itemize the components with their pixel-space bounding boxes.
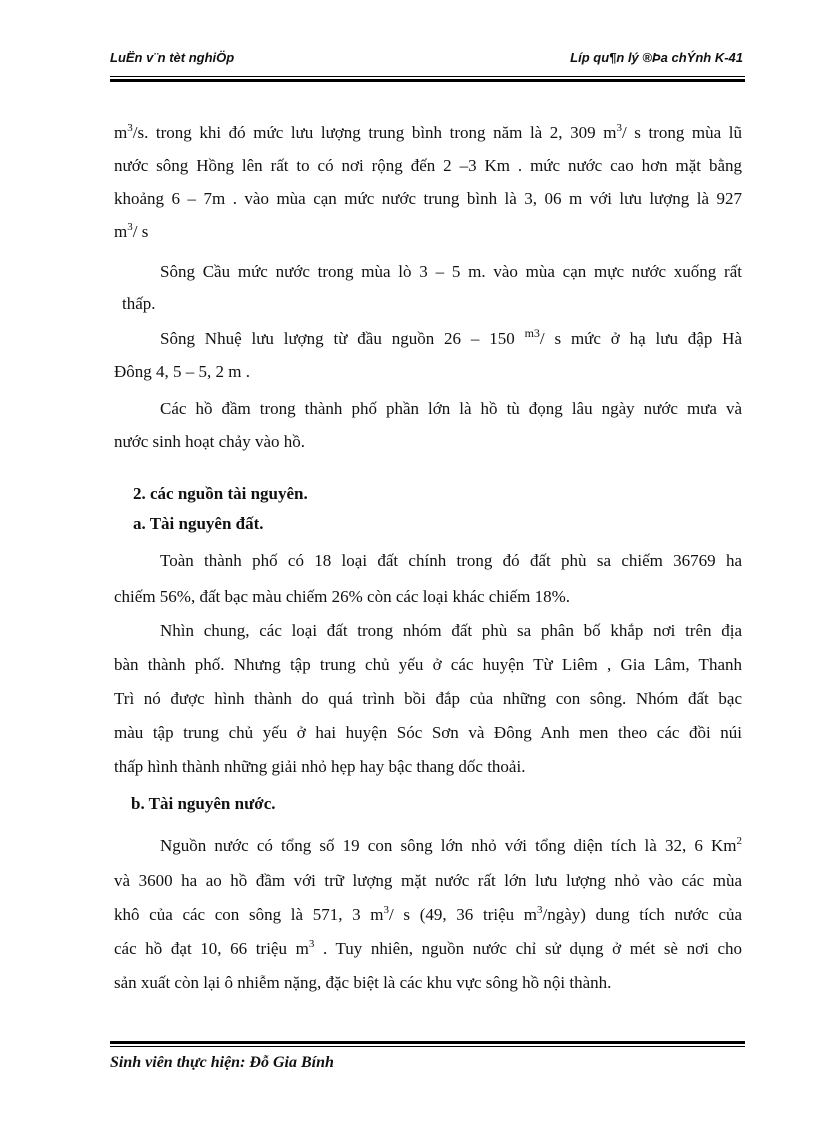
subsection-heading: a. Tài nguyên đất. [133, 514, 264, 533]
section-heading: 2. các nguồn tài nguyên. [133, 484, 308, 503]
page-header [110, 50, 745, 72]
body-line: $m^3/s$. trong khi đó mức lưu lượng trung bình trong năm là 2, 309 $m^3/$ s trong mùa lũ [114, 122, 743, 142]
body-line: thấp hình thành những giải nhỏ hẹp hay bậc thang dốc thoải. [114, 757, 526, 776]
body-line: Nguồn nước có tổng số 19 con sông lớn nhỏ với tổng diện tích là 32, 6 Km$^2$ [160, 835, 742, 855]
header-thesis-title: LuËn v¨n tèt nghiÖp [110, 50, 235, 65]
body-line: Trì nó được hình thành do quá trình bồi đắp của những con sông. Nhóm đất bạc [114, 689, 742, 708]
body-line: Sông Nhuệ lưu lượng từ đầu nguồn 26 – 150 $^{m3}$/ s mức ở hạ lưu đập Hà [160, 326, 742, 348]
header-class-title: Líp qu¶n lý ®Þa chÝnh K-41 [570, 50, 743, 65]
footer-rule-thin [110, 1046, 745, 1047]
body-line: nước sinh hoạt chảy vào hồ. [114, 432, 305, 451]
body-line: $m^3/$ s [114, 221, 149, 241]
body-line: Toàn thành phố có 18 loại đất chính trong đó đất phù sa chiếm 36769 ha [160, 551, 742, 570]
body-line: khoảng 6 – 7m . vào mùa cạn mức nước trung bình là 3, 06 m với lưu lượng là 927 [114, 189, 742, 208]
header-rule-thin [110, 76, 745, 77]
footer-rule-thick [110, 1041, 745, 1044]
body-line: Sông Cầu mức nước trong mùa lò 3 – 5 m. vào mùa cạn mực nước xuống rất [160, 262, 742, 281]
body-line: bàn thành phố. Nhưng tập trung chủ yếu ở các huyện Từ Liêm , Gia Lâm, Thanh [114, 655, 742, 674]
header-rule-thick [110, 79, 745, 82]
body-line: khô của các con sông là 571, 3 $m^3/$ s (49, 36 triệu $m^3/ngày$) dung tích nước của [114, 904, 742, 924]
subsection-heading: b. Tài nguyên nước. [131, 794, 276, 813]
body-line: và 3600 ha ao hồ đầm với trữ lượng mặt nước rất lớn lưu lượng nhỏ vào các mùa [114, 871, 742, 890]
body-line: màu tập trung chủ yếu ở hai huyện Sóc Sơn và Đông Anh men theo các đồi núi [114, 723, 742, 742]
footer-author: Sinh viên thực hiện: Đỗ Gia Bính [110, 1054, 334, 1071]
body-line: Nhìn chung, các loại đất trong nhóm đất phù sa phân bố khắp nơi trên địa [160, 621, 742, 640]
body-line: chiếm 56%, đất bạc màu chiếm 26% còn các loại khác chiếm 18%. [114, 587, 570, 606]
body-line: nước sông Hồng lên rất to có nơi rộng đến 2 –3 Km . mức nước cao hơn mặt bằng [114, 156, 742, 175]
body-line: sản xuất còn lại ô nhiễm nặng, đặc biệt là các khu vực sông hồ nội thành. [114, 973, 612, 992]
body-line: các hồ đạt 10, 66 triệu $m^3$ . Tuy nhiên, nguồn nước chỉ sử dụng ở mét sè nơi cho [114, 938, 742, 958]
body-line: thấp. [122, 294, 156, 313]
body-line: Các hồ đầm trong thành phố phần lớn là hồ tù đọng lâu ngày nước mưa và [160, 399, 742, 418]
body-line: Đông 4, 5 – 5, 2 m . [114, 362, 250, 381]
